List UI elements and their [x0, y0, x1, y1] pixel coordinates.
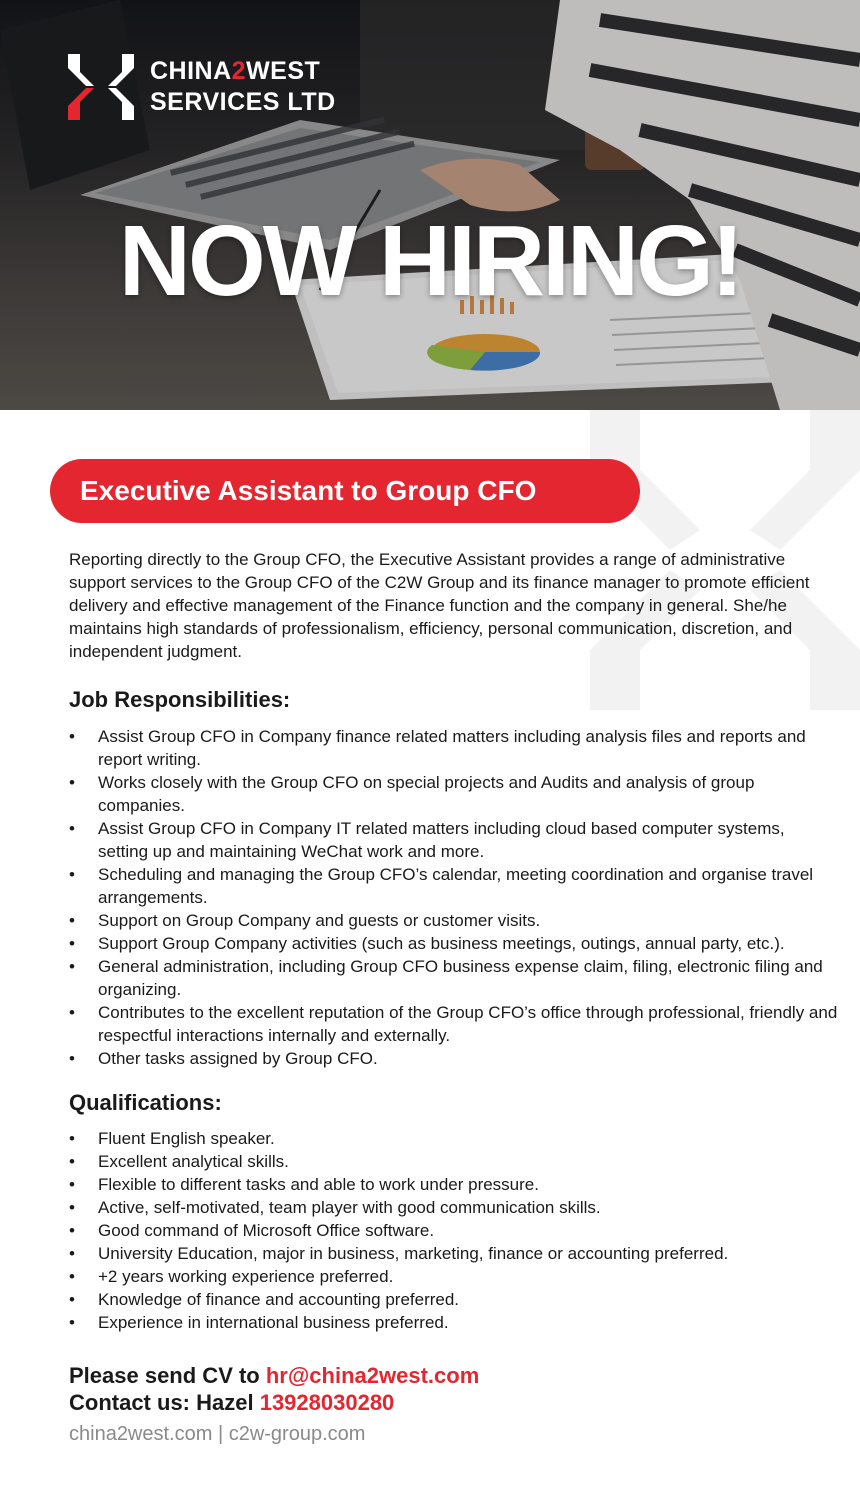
hero-banner	[0, 0, 860, 410]
bullet: •	[69, 1290, 75, 1309]
bullet: •	[69, 1267, 75, 1286]
list-item	[69, 725, 839, 771]
website-links[interactable]: china2west.com | c2w-group.com	[69, 1423, 366, 1445]
bullet: •	[69, 819, 75, 838]
company-name-line1: CHINA2WEST	[150, 57, 321, 85]
list-item-text: Other tasks assigned by Group CFO.	[98, 1049, 378, 1068]
bullet: •	[69, 1152, 75, 1171]
bullet: •	[69, 1313, 75, 1332]
list-item-text: Active, self-motivated, team player with good communication skills.	[98, 1198, 601, 1217]
list-item	[69, 1150, 839, 1173]
qualifications-list	[69, 1127, 839, 1334]
list-item-text: General administration, including Group CFO business expense claim, filing, electronic filing and organizing.	[98, 957, 823, 999]
list-item-text: Assist Group CFO in Company IT related matters including cloud based computer systems, setting up and maintaining WeChat work and more.	[98, 819, 785, 861]
bullet: •	[69, 773, 75, 792]
qualifications-heading: Qualifications:	[69, 1090, 222, 1115]
list-item-text: Support on Group Company and guests or customer visits.	[98, 911, 541, 930]
cv-instruction: Please send CV to hr@china2west.com	[69, 1363, 480, 1388]
list-item	[69, 1265, 839, 1288]
now-hiring-headline: NOW HIRING!	[118, 205, 742, 317]
list-item	[69, 932, 839, 955]
contact-line: Contact us: Hazel 13928030280	[69, 1390, 395, 1415]
list-item-text: Assist Group CFO in Company finance related matters including analysis files and reports and report writing.	[98, 727, 806, 769]
list-item-text: +2 years working experience preferred.	[98, 1267, 394, 1286]
bullet: •	[69, 865, 75, 884]
job-title-banner: Executive Assistant to Group CFO	[50, 459, 640, 523]
list-item-text: Knowledge of finance and accounting preferred.	[98, 1290, 460, 1309]
list-item	[69, 817, 839, 863]
list-item	[69, 771, 839, 817]
list-item-text: Contributes to the excellent reputation of the Group CFO’s office through professional, friendly and respectful interactions internally and externally.	[98, 1003, 838, 1045]
list-item-text: Flexible to different tasks and able to work under pressure.	[98, 1175, 539, 1194]
bullet: •	[69, 1049, 75, 1068]
job-intro: Reporting directly to the Group CFO, the Executive Assistant provides a range of administrative support services to the Group CFO of the C2W Group and its finance manager to promote efficient delivery and effective management of the Finance function and the company in general. She/he maintains high standards of professionalism, efficiency, personal communication, discretion, and independent judgment.	[69, 550, 810, 661]
list-item	[69, 1001, 839, 1047]
company-name	[150, 56, 336, 118]
phone-number[interactable]: 13928030280	[259, 1390, 395, 1415]
company-name-line2: SERVICES LTD	[150, 88, 336, 116]
responsibilities-list	[69, 725, 839, 1070]
bullet: •	[69, 727, 75, 746]
bullet: •	[69, 1129, 75, 1148]
list-item-text: Scheduling and managing the Group CFO’s calendar, meeting coordination and organise travel arrangements.	[98, 865, 814, 907]
list-item	[69, 909, 839, 932]
responsibilities-heading: Job Responsibilities:	[69, 687, 291, 712]
bullet: •	[69, 1175, 75, 1194]
email-link[interactable]: hr@china2west.com	[265, 1363, 480, 1388]
list-item	[69, 1196, 839, 1219]
list-item	[69, 1242, 839, 1265]
list-item	[69, 1047, 839, 1070]
list-item-text: University Education, major in business, marketing, finance or accounting preferred.	[98, 1244, 729, 1263]
bullet: •	[69, 1221, 75, 1240]
bullet: •	[69, 1244, 75, 1263]
list-item-text: Good command of Microsoft Office software.	[98, 1221, 435, 1240]
list-item-text: Support Group Company activities (such as business meetings, outings, annual party, etc.).	[98, 934, 785, 953]
bullet: •	[69, 1003, 75, 1022]
list-item	[69, 955, 839, 1001]
list-item-text: Excellent analytical skills.	[98, 1152, 289, 1171]
bullet: •	[69, 911, 75, 930]
list-item	[69, 1288, 839, 1311]
bullet: •	[69, 934, 75, 953]
bullet: •	[69, 1198, 75, 1217]
c2w-arrows-logo-icon	[66, 52, 136, 122]
list-item	[69, 863, 839, 909]
list-item	[69, 1219, 839, 1242]
list-item	[69, 1173, 839, 1196]
list-item-text: Works closely with the Group CFO on special projects and Audits and analysis of group companies.	[98, 773, 755, 815]
list-item	[69, 1127, 839, 1150]
list-item-text: Fluent English speaker.	[98, 1129, 275, 1148]
list-item	[69, 1311, 839, 1334]
bullet: •	[69, 957, 75, 976]
list-item-text: Experience in international business preferred.	[98, 1313, 449, 1332]
